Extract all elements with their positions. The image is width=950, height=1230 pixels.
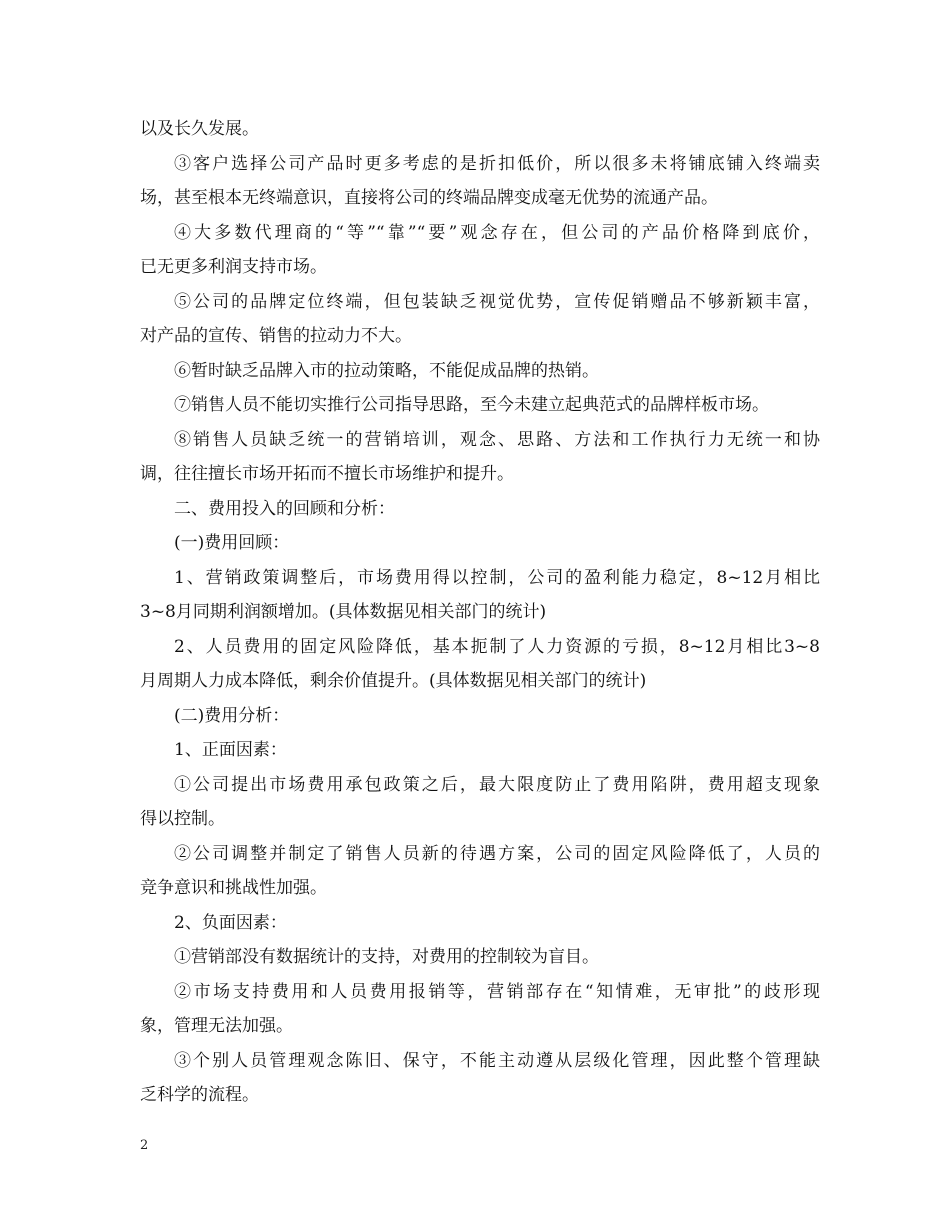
text-line: 竞争意识和挑战性加强。 bbox=[140, 878, 327, 898]
text-line: ⑥暂时缺乏品牌入市的拉动策略，不能促成品牌的热销。 bbox=[174, 360, 599, 381]
text-line: ③个别人员管理观念陈旧、保守，不能主动遵从层级化管理，因此整个管理缺 bbox=[174, 1050, 820, 1071]
text-line: 乏科学的流程。 bbox=[140, 1085, 259, 1105]
text-line: ⑦销售人员不能切实推行公司指导思路，至今未建立起典范式的品牌样板市场。 bbox=[174, 395, 769, 415]
text-line: 以及长久发展。 bbox=[140, 119, 259, 139]
text-line: 2、人员费用的固定风险降低，基本扼制了人力资源的亏损，8~12月相比3~8 bbox=[174, 636, 820, 657]
text-line: 对产品的宣传、销售的拉动力不大。 bbox=[140, 326, 412, 346]
page-number: 2 bbox=[140, 1138, 149, 1153]
text-line: 1、营销政策调整后，市场费用得以控制，公司的盈利能力稳定，8~12月相比 bbox=[174, 567, 820, 588]
text-line: ②公司调整并制定了销售人员新的待遇方案，公司的固定风险降低了，人员的 bbox=[174, 843, 820, 864]
text-line: 调，往往擅长市场开拓而不擅长市场维护和提升。 bbox=[140, 464, 514, 484]
section-heading: 二、费用投入的回顾和分析： bbox=[174, 498, 395, 519]
document-body bbox=[140, 112, 820, 1113]
text-line: ⑤公司的品牌定位终端，但包装缺乏视觉优势，宣传促销赠品不够新颖丰富， bbox=[174, 291, 820, 312]
item-heading: 1、正面因素： bbox=[174, 740, 287, 760]
item-heading: 2、负面因素： bbox=[174, 912, 287, 933]
text-line: ④大多数代理商的“等”“靠”“要”观念存在，但公司的产品价格降到底价， bbox=[174, 222, 820, 243]
text-line: ①公司提出市场费用承包政策之后，最大限度防止了费用陷阱，费用超支现象 bbox=[174, 774, 820, 795]
text-line: 得以控制。 bbox=[140, 809, 225, 829]
text-line: ③客户选择公司产品时更多考虑的是折扣低价，所以很多未将铺底铺入终端卖 bbox=[174, 153, 820, 174]
text-line: 象，管理无法加强。 bbox=[140, 1016, 293, 1036]
text-line: 月周期人力成本降低，剩余价值提升。(具体数据见相关部门的统计) bbox=[140, 671, 647, 691]
text-line: ①营销部没有数据统计的支持，对费用的控制较为盲目。 bbox=[174, 947, 599, 967]
text-line: 场，甚至根本无终端意识，直接将公司的终端品牌变成毫无优势的流通产品。 bbox=[140, 188, 718, 208]
text-line: 已无更多利润支持市场。 bbox=[140, 257, 327, 277]
text-line: 3~8月同期利润额增加。(具体数据见相关部门的统计) bbox=[140, 602, 547, 622]
subsection-heading: (一)费用回顾： bbox=[174, 533, 290, 553]
subsection-heading: (二)费用分析： bbox=[174, 705, 290, 726]
text-line: ②市场支持费用和人员费用报销等，营销部存在“知情难，无审批”的歧形现 bbox=[174, 981, 820, 1002]
text-line: ⑧销售人员缺乏统一的营销培训，观念、思路、方法和工作执行力无统一和协 bbox=[174, 429, 820, 450]
